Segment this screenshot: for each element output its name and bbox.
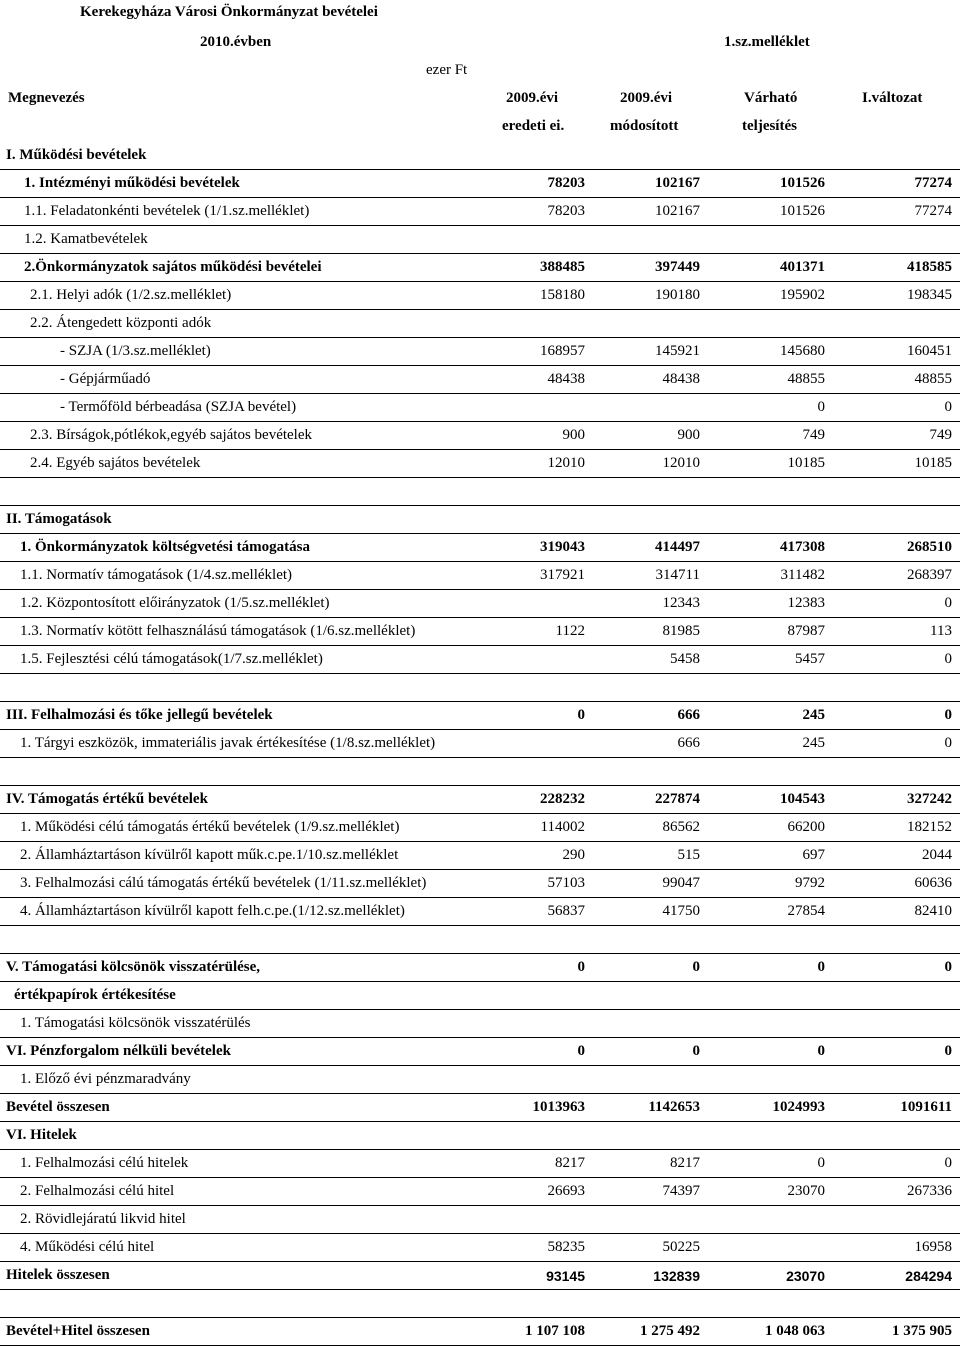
row-label: 1.5. Fejlesztési célú támogatások(1/7.sz.melléklet) [20, 651, 323, 667]
row-value-c3 [705, 310, 825, 337]
page-title: Kerekegyháza Városi Önkormányzat bevételei [80, 4, 378, 20]
row-value-c3 [705, 506, 825, 533]
row-value-c4: 10185 [914, 455, 952, 471]
table-row [0, 1094, 960, 1122]
row-value-c2: 314711 [655, 567, 700, 583]
row-value-c1: 168957 [540, 343, 585, 359]
row-label: 1. Előző évi pénzmaradvány [20, 1071, 191, 1087]
row-label: III. Felhalmozási és tőke jellegű bevételek [6, 707, 273, 723]
table-row [0, 338, 960, 366]
row-value-c4: 60636 [914, 875, 952, 891]
row-value-c3: 9792 [795, 875, 825, 891]
row-value-c1: 78203 [547, 203, 585, 219]
row-label: I. Működési bevételek [6, 147, 147, 163]
table-row [0, 646, 960, 674]
row-value-c4: 284294 [905, 1267, 952, 1284]
row-label: 1.2. Központosított előirányzatok (1/5.sz.melléklet) [20, 595, 330, 611]
table-row [0, 366, 960, 394]
table-row [0, 786, 960, 814]
column-header-c2-line1: 2009.évi [620, 90, 673, 106]
row-value-c4: 182152 [907, 819, 952, 835]
table-row [0, 982, 960, 1010]
row-value-c1: 0 [577, 707, 585, 723]
row-value-c2 [590, 1290, 700, 1317]
row-label: 2.2. Átengedett központi adók [30, 315, 212, 331]
row-label: 1. Önkormányzatok költségvetési támogatása [20, 539, 310, 555]
row-label: 1. Felhalmozási célú hitelek [20, 1155, 189, 1171]
row-value-c3: 12383 [787, 595, 825, 611]
row-value-c3: 417308 [780, 539, 825, 555]
row-value-c2: 666 [677, 707, 700, 723]
row-label: 2.Önkormányzatok sajátos működési bevételei [24, 259, 322, 275]
row-value-c3: 23070 [786, 1267, 825, 1284]
row-value-c1 [475, 1066, 585, 1093]
row-value-c4: 0 [944, 1043, 952, 1059]
row-value-c4: 268510 [907, 539, 952, 555]
row-label: 2.4. Egyéb sajátos bevételek [30, 455, 201, 471]
row-value-c4 [830, 982, 952, 1009]
row-value-c3 [705, 1206, 825, 1233]
row-value-c1 [475, 590, 585, 617]
table-row [0, 758, 960, 786]
table-row [0, 394, 960, 422]
row-value-c1: 12010 [547, 455, 585, 471]
row-value-c1: 78203 [547, 175, 585, 191]
row-label: - Termőföld bérbeadása (SZJA bevétel) [60, 399, 297, 415]
row-value-c1 [475, 1010, 585, 1037]
row-label: - SZJA (1/3.sz.melléklet) [60, 343, 211, 359]
row-value-c3 [705, 674, 825, 701]
row-value-c3: 311482 [780, 567, 825, 583]
row-value-c3 [705, 926, 825, 953]
row-value-c1: 26693 [547, 1183, 585, 1199]
row-value-c3: 401371 [780, 259, 825, 275]
table-row [0, 898, 960, 926]
row-value-c3 [705, 1066, 825, 1093]
row-label: 4. Működési célú hitel [20, 1239, 155, 1255]
row-label: 1. Tárgyi eszközök, immateriális javak értékesítése (1/8.sz.melléklet) [20, 735, 436, 751]
row-value-c3: 5457 [795, 651, 825, 667]
row-value-c2: 5458 [670, 651, 700, 667]
row-value-c2: 900 [677, 427, 700, 443]
table-row [0, 870, 960, 898]
row-value-c4 [830, 506, 952, 533]
row-value-c3: 10185 [787, 455, 825, 471]
row-value-c4 [830, 1290, 952, 1317]
row-value-c3: 0 [817, 399, 825, 415]
row-value-c4: 0 [944, 735, 952, 751]
column-header-c3-line2: teljesítés [742, 118, 797, 134]
row-value-c3: 0 [817, 1043, 825, 1059]
row-label [0, 1290, 6, 1317]
row-label: Hitelek összesen [6, 1267, 110, 1283]
row-value-c1: 8217 [555, 1155, 585, 1171]
row-value-c4: 160451 [907, 343, 952, 359]
table-row [0, 730, 960, 758]
row-value-c1: 114002 [540, 819, 585, 835]
row-value-c1: 93145 [546, 1267, 585, 1284]
row-value-c4 [830, 478, 952, 505]
row-value-c1 [475, 674, 585, 701]
row-value-c3 [705, 1122, 825, 1149]
row-value-c1: 290 [562, 847, 585, 863]
row-label: 1.1. Normatív támogatások (1/4.sz.melléklet) [20, 567, 293, 583]
row-label: 2.1. Helyi adók (1/2.sz.melléklet) [30, 287, 232, 303]
row-value-c3 [705, 1290, 825, 1317]
row-value-c2: 0 [692, 959, 700, 975]
row-label: 4. Államháztartáson kívülről kapott felh.c.pe.(1/12.sz.melléklet) [20, 903, 405, 919]
row-value-c1: 317921 [540, 567, 585, 583]
table-row [0, 590, 960, 618]
row-label: 3. Felhalmozási cálú támogatás értékű bevételek (1/11.sz.melléklet) [20, 875, 427, 891]
row-value-c2 [590, 394, 700, 421]
row-value-c3: 245 [802, 735, 825, 751]
row-value-c1: 1013963 [532, 1099, 585, 1115]
row-value-c4: 77274 [914, 175, 952, 191]
row-label: 2. Rövidlejáratú likvid hitel [20, 1211, 186, 1227]
row-value-c1: 1 107 108 [525, 1323, 585, 1339]
row-value-c2 [590, 226, 700, 253]
row-value-c1 [475, 646, 585, 673]
row-value-c3: 48855 [787, 371, 825, 387]
row-label: 1. Működési célú támogatás értékű bevételek (1/9.sz.melléklet) [20, 819, 400, 835]
row-value-c1: 58235 [547, 1239, 585, 1255]
table-row [0, 1234, 960, 1262]
row-value-c2: 1 275 492 [640, 1323, 700, 1339]
row-value-c2: 99047 [662, 875, 700, 891]
row-value-c2: 74397 [662, 1183, 700, 1199]
row-value-c2 [590, 926, 700, 953]
row-value-c2: 102167 [655, 175, 700, 191]
row-value-c4: 0 [944, 651, 952, 667]
row-value-c2 [590, 142, 700, 169]
row-value-c2 [590, 1206, 700, 1233]
row-value-c1: 1122 [555, 623, 585, 639]
column-header-c4-line1: I.változat [862, 90, 923, 106]
table-row [0, 814, 960, 842]
row-value-c2: 132839 [653, 1267, 700, 1284]
revenue-table [0, 142, 960, 1346]
row-value-c2: 414497 [655, 539, 700, 555]
table-row [0, 282, 960, 310]
row-value-c1 [475, 394, 585, 421]
row-value-c2: 102167 [655, 203, 700, 219]
row-value-c1: 48438 [547, 371, 585, 387]
table-row [0, 254, 960, 282]
table-row [0, 674, 960, 702]
table-row [0, 954, 960, 982]
table-row [0, 1066, 960, 1094]
table-row [0, 1038, 960, 1066]
row-value-c4 [830, 1122, 952, 1149]
row-value-c2 [590, 758, 700, 785]
row-value-c1: 57103 [547, 875, 585, 891]
row-value-c4: 82410 [914, 903, 952, 919]
table-row [0, 170, 960, 198]
row-value-c2: 666 [677, 735, 700, 751]
row-label: 1. Támogatási kölcsönök visszatérülés [20, 1015, 251, 1031]
row-value-c1: 56837 [547, 903, 585, 919]
row-value-c3: 195902 [780, 287, 825, 303]
year-label: 2010.évben [200, 34, 272, 50]
row-label [0, 478, 6, 505]
row-value-c3 [705, 226, 825, 253]
row-value-c3 [705, 1234, 825, 1261]
row-value-c2: 41750 [662, 903, 700, 919]
row-value-c1: 158180 [540, 287, 585, 303]
row-value-c4: 0 [944, 399, 952, 415]
row-value-c4 [830, 758, 952, 785]
table-row [0, 702, 960, 730]
row-value-c2: 48438 [662, 371, 700, 387]
row-value-c4 [830, 310, 952, 337]
row-value-c1: 900 [562, 427, 585, 443]
row-label: 1.2. Kamatbevételek [24, 231, 148, 247]
row-value-c1 [475, 926, 585, 953]
row-value-c3: 27854 [787, 903, 825, 919]
annex-label: 1.sz.melléklet [724, 34, 810, 50]
row-label: VI. Hitelek [6, 1127, 77, 1143]
row-value-c1 [475, 310, 585, 337]
row-value-c4: 0 [944, 707, 952, 723]
row-value-c4: 16958 [914, 1239, 952, 1255]
row-value-c4 [830, 1066, 952, 1093]
table-row [0, 926, 960, 954]
row-value-c4 [830, 674, 952, 701]
row-value-c4: 267336 [907, 1183, 952, 1199]
row-value-c2 [590, 1122, 700, 1149]
table-row [0, 842, 960, 870]
row-value-c4: 48855 [914, 371, 952, 387]
row-value-c1 [475, 1290, 585, 1317]
table-row [0, 1010, 960, 1038]
row-value-c3 [705, 478, 825, 505]
row-value-c4: 198345 [907, 287, 952, 303]
row-label [0, 926, 6, 953]
row-value-c2: 81985 [662, 623, 700, 639]
row-label: V. Támogatási kölcsönök visszatérülése, [6, 959, 261, 975]
row-value-c3: 1024993 [772, 1099, 825, 1115]
row-value-c4: 2044 [922, 847, 952, 863]
row-value-c3 [705, 982, 825, 1009]
table-row [0, 142, 960, 170]
row-value-c3: 0 [817, 1155, 825, 1171]
row-value-c2: 145921 [655, 343, 700, 359]
row-value-c2: 50225 [662, 1239, 700, 1255]
column-header-c2-line2: módosított [610, 118, 679, 134]
row-value-c4: 749 [929, 427, 952, 443]
row-value-c2: 515 [677, 847, 700, 863]
table-row [0, 310, 960, 338]
row-value-c4 [830, 1206, 952, 1233]
row-value-c4: 0 [944, 595, 952, 611]
row-label: értékpapírok értékesítése [14, 987, 176, 1003]
table-row [0, 226, 960, 254]
row-value-c4: 113 [930, 623, 952, 639]
table-row [0, 1122, 960, 1150]
row-value-c3: 101526 [780, 175, 825, 191]
row-value-c3 [705, 142, 825, 169]
row-value-c1 [475, 982, 585, 1009]
row-value-c2: 12010 [662, 455, 700, 471]
row-label: Bevétel+Hitel összesen [6, 1323, 150, 1339]
row-value-c1 [475, 730, 585, 757]
row-value-c3: 145680 [780, 343, 825, 359]
row-value-c2 [590, 1066, 700, 1093]
row-value-c2: 86562 [662, 819, 700, 835]
table-row [0, 478, 960, 506]
row-value-c1 [475, 506, 585, 533]
row-label: 2. Felhalmozási célú hitel [20, 1183, 175, 1199]
row-value-c1: 388485 [540, 259, 585, 275]
row-value-c4: 268397 [907, 567, 952, 583]
row-label [0, 674, 6, 701]
row-value-c4 [830, 926, 952, 953]
row-value-c2 [590, 674, 700, 701]
row-label: 2.3. Bírságok,pótlékok,egyéb sajátos bevételek [30, 427, 313, 443]
row-value-c4: 327242 [907, 791, 952, 807]
row-value-c4: 0 [944, 959, 952, 975]
table-row [0, 1206, 960, 1234]
row-value-c1 [475, 1206, 585, 1233]
row-value-c3: 0 [817, 959, 825, 975]
row-value-c2 [590, 310, 700, 337]
row-value-c2: 397449 [655, 259, 700, 275]
table-row [0, 534, 960, 562]
table-row [0, 1318, 960, 1346]
row-value-c3: 697 [802, 847, 825, 863]
row-value-c2: 12343 [662, 595, 700, 611]
column-header-name: Megnevezés [8, 90, 85, 106]
row-value-c2: 227874 [655, 791, 700, 807]
row-value-c4 [830, 142, 952, 169]
row-value-c3: 245 [802, 707, 825, 723]
table-row [0, 1290, 960, 1318]
table-row [0, 450, 960, 478]
table-row [0, 422, 960, 450]
row-value-c4 [830, 1010, 952, 1037]
row-value-c1 [475, 478, 585, 505]
row-label: - Gépjárműadó [60, 371, 151, 387]
row-value-c3: 749 [802, 427, 825, 443]
table-row [0, 1150, 960, 1178]
row-label: IV. Támogatás értékű bevételek [6, 791, 208, 807]
table-row [0, 1262, 960, 1290]
row-value-c3: 87987 [787, 623, 825, 639]
row-value-c2 [590, 478, 700, 505]
row-label: 1.3. Normatív kötött felhasználású támogatások (1/6.sz.melléklet) [20, 623, 416, 639]
row-value-c3: 23070 [787, 1183, 825, 1199]
row-label: Bevétel összesen [6, 1099, 110, 1115]
row-value-c1: 0 [577, 959, 585, 975]
row-value-c1: 319043 [540, 539, 585, 555]
row-label: 2. Államháztartáson kívülről kapott műk.c.pe.1/10.sz.melléklet [20, 847, 399, 863]
row-label: VI. Pénzforgalom nélküli bevételek [6, 1043, 231, 1059]
column-header-c1-line2: eredeti ei. [502, 118, 565, 134]
row-value-c1 [475, 142, 585, 169]
row-value-c3 [705, 1010, 825, 1037]
row-value-c4 [830, 226, 952, 253]
row-value-c2 [590, 982, 700, 1009]
row-value-c1 [475, 226, 585, 253]
row-value-c1: 0 [577, 1043, 585, 1059]
row-value-c1 [475, 1122, 585, 1149]
row-value-c1: 228232 [540, 791, 585, 807]
table-row [0, 618, 960, 646]
row-value-c2: 190180 [655, 287, 700, 303]
row-value-c4: 77274 [914, 203, 952, 219]
row-value-c3: 66200 [787, 819, 825, 835]
row-value-c2 [590, 506, 700, 533]
table-row [0, 1178, 960, 1206]
row-value-c4: 1 375 905 [892, 1323, 952, 1339]
row-value-c2 [590, 1010, 700, 1037]
row-value-c3: 1 048 063 [765, 1323, 825, 1339]
row-value-c4: 0 [944, 1155, 952, 1171]
row-value-c3 [705, 758, 825, 785]
table-row [0, 198, 960, 226]
row-value-c3: 101526 [780, 203, 825, 219]
row-label: II. Támogatások [6, 511, 112, 527]
row-value-c4: 418585 [907, 259, 952, 275]
row-value-c4: 1091611 [900, 1099, 952, 1115]
row-value-c3: 104543 [780, 791, 825, 807]
row-label: 1.1. Feladatonkénti bevételek (1/1.sz.melléklet) [24, 203, 310, 219]
row-value-c1 [475, 758, 585, 785]
row-value-c2: 0 [692, 1043, 700, 1059]
table-row [0, 506, 960, 534]
unit-label: ezer Ft [426, 62, 468, 78]
column-header-c3-line1: Várható [744, 90, 798, 106]
row-label [0, 758, 6, 785]
row-value-c2: 8217 [670, 1155, 700, 1171]
row-label: 1. Intézményi működési bevételek [24, 175, 240, 191]
table-row [0, 562, 960, 590]
column-header-c1-line1: 2009.évi [506, 90, 559, 106]
row-value-c2: 1142653 [648, 1099, 700, 1115]
